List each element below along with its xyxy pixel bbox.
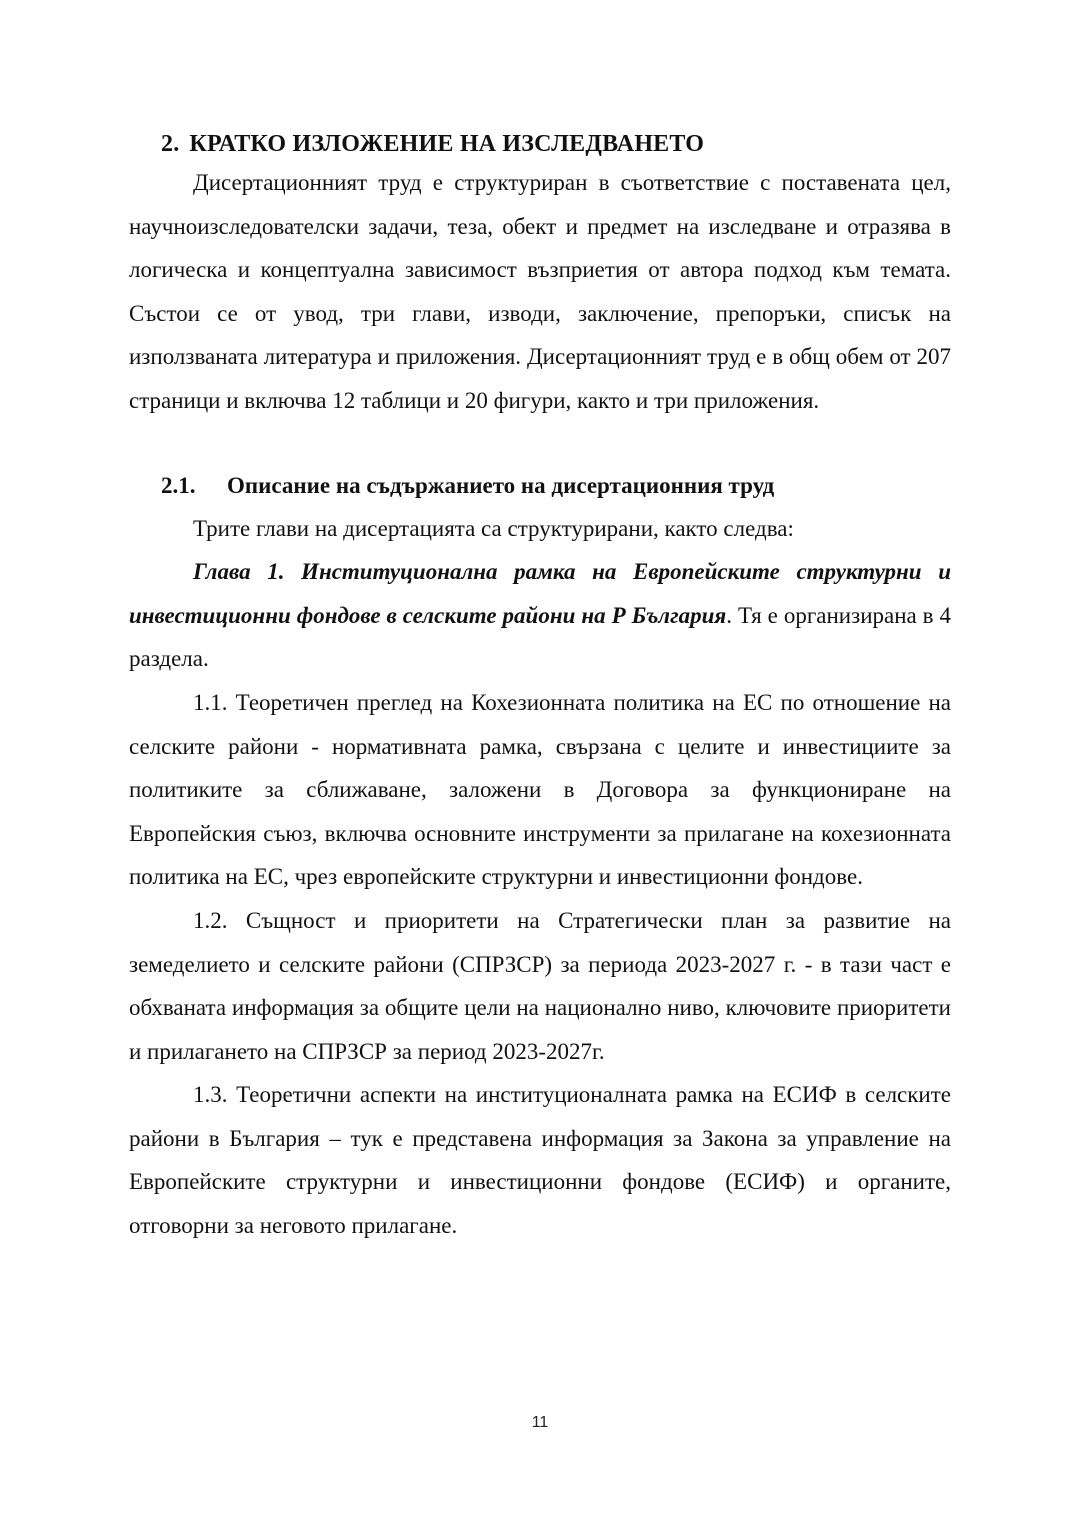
- item-1-2: 1.2. Същност и приоритети на Стратегически план за развитие на земеделието и селските райони (СПРЗСР) за периода 2023-2027 г. - в тази част е обхваната информация за общите цели на национално ниво, ключовите приоритети и прилагането на СПРЗСР за период 2023-2027г.: [129, 907, 951, 1064]
- item-1-1: 1.1. Теоретичен преглед на Кохезионната политика на ЕС по отношение на селските райони - нормативната рамка, свързана с целите и инвестициите за политиките за сближаване, заложени в Договора за функциониране на Европейския съюз, включва основните инструменти за прилагане на кохезионната политика на ЕС, чрез европейските структурни и инвестиционни фондове.: [129, 689, 951, 890]
- subsection-title: Описание на съдържанието на дисертационния труд: [227, 472, 775, 498]
- chapter-1-paragraph: [129, 550, 951, 681]
- page-content: [129, 127, 951, 1248]
- subsection-number: 2.1.: [161, 472, 196, 498]
- page-number: 11: [531, 1414, 549, 1431]
- chapter-1-suffix: . Тя е организирана в 4 раздела.: [129, 602, 952, 672]
- section-title: КРАТКО ИЗЛОЖЕНИЕ НА ИЗСЛЕДВАНЕТО: [189, 131, 705, 157]
- chapter-1-title: Глава 1. Институционална рамка на Европейските структурни и инвестиционни фондове в селските райони на Р България: [129, 559, 951, 628]
- section-paragraph: Дисертационният труд е структуриран в съответствие с поставената цел, научноизследователски задачи, теза, обект и предмет на изследване и отразява в логическа и концептуална зависимост възприетия от автора подход към темата. Състои се от увод, три глави, изводи, заключение, препоръки, списък на използваната литература и приложения. Дисертационният труд е в общ обем от 207 страници и включва 12 таблици и 20 фигури, както и три приложения.: [129, 170, 951, 413]
- chapters-intro: Трите глави на дисертацията са структурирани, както следва:: [193, 515, 794, 541]
- section-heading: [129, 127, 951, 161]
- section-number: 2.: [161, 131, 180, 157]
- item-1-3: 1.3. Теоретични аспекти на институционалната рамка на ЕСИФ в селските райони в България – тук е представена информация за Закона за управление на Европейските структурни и инвестиционни фондове (ЕСИФ) и органите, отговорни за неговото прилагане.: [129, 1082, 951, 1239]
- subsection-heading: [129, 469, 951, 503]
- section-spacer: [129, 423, 951, 469]
